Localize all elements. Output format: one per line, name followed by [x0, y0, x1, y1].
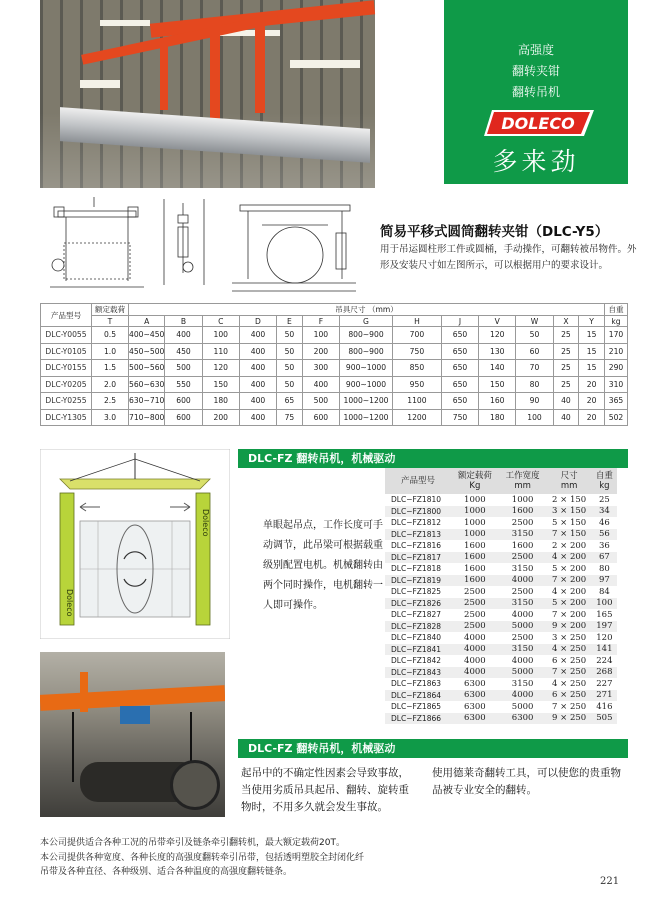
table-cell: 2 × 150	[552, 494, 587, 505]
table-cell: 271	[592, 690, 617, 702]
table-cell: 7 × 250	[552, 701, 587, 712]
table-cell: 20	[579, 393, 605, 410]
table-cell: 1000~1200	[340, 393, 393, 410]
t1-col-B: B	[165, 316, 202, 327]
table-cell: 505	[592, 713, 617, 725]
table-cell: 2500	[511, 632, 534, 643]
table-cell: 34	[592, 506, 617, 518]
brand-name-cn: 多来劲	[492, 147, 580, 176]
table-cell: 170	[605, 327, 628, 344]
t2-header-weight: 自重 kg	[592, 468, 617, 494]
table-cell: 25	[553, 343, 579, 360]
table-cell: 50	[277, 360, 303, 377]
section3-title-bar: DLC-FZ 翻转吊机，机械驱动	[238, 739, 628, 758]
table-cell: 400	[239, 360, 276, 377]
table-cell: 900~1000	[340, 360, 393, 377]
table-cell: 100	[202, 327, 239, 344]
table-cell: 650	[441, 343, 478, 360]
table-cell: 600	[302, 409, 339, 426]
logo-text: DOLECO	[501, 114, 575, 133]
dlc-y-spec-table	[40, 303, 628, 426]
table-cell: 4 × 250	[546, 644, 591, 656]
table-row	[385, 517, 617, 529]
table-cell: 100	[302, 327, 339, 344]
table-row	[385, 575, 617, 587]
table-cell: 3150	[511, 563, 534, 574]
table-row	[385, 506, 617, 518]
table-cell: 3150	[499, 529, 547, 541]
table-cell: 40	[553, 409, 579, 426]
table-cell: 450~500	[129, 343, 165, 360]
doleco-logo	[478, 106, 596, 140]
table-cell: 100	[516, 409, 553, 426]
model-cell: DLC-Y0155	[41, 360, 92, 377]
table-cell: 400	[165, 327, 202, 344]
table-cell: 50	[277, 343, 303, 360]
t1-header-dims: 吊具尺寸 （mm）	[129, 304, 605, 316]
table-cell: 15	[579, 360, 605, 377]
model-cell: DLC−FZ1865	[391, 702, 442, 712]
table-cell: 750	[393, 343, 442, 360]
table-cell: 2 × 200	[552, 540, 587, 551]
t2-header-size: 尺寸 mm	[546, 468, 591, 494]
table-cell: 3150	[511, 678, 534, 689]
model-cell: DLC-Y0105	[41, 343, 92, 360]
t1-col-W: W	[516, 316, 553, 327]
table-cell: 710~800	[129, 409, 165, 426]
table-row	[385, 667, 617, 679]
table-cell: 4000	[511, 609, 534, 620]
section3-right-text: 使用德莱奇翻转工具，可以使您的贵重物品被专业安全的翻转。	[432, 767, 621, 796]
t1-col-A: A	[129, 316, 165, 327]
footer-line-1: 本公司提供适合各种工况的吊带牵引及链条牵引翻转机，最大额定载荷20T。	[40, 838, 345, 848]
table-cell: 1000	[464, 517, 486, 528]
table-cell: 400~450	[129, 327, 165, 344]
table-cell: 210	[605, 343, 628, 360]
table-cell: 60	[516, 343, 553, 360]
table-cell: 56	[592, 529, 617, 541]
brand-panel	[444, 0, 628, 184]
table-cell: 4000	[451, 644, 499, 656]
table-cell: 40	[553, 393, 579, 410]
table-cell: 500~560	[129, 360, 165, 377]
table-cell: 400	[239, 343, 276, 360]
brand-line-3: 翻转吊机	[511, 85, 560, 99]
table-cell: 560~630	[129, 376, 165, 393]
table-cell: 5000	[499, 621, 547, 633]
table-cell: 1600	[451, 575, 499, 587]
table-cell: 1200	[393, 409, 442, 426]
table-row	[385, 655, 617, 667]
table-cell: 7 × 150	[546, 529, 591, 541]
t1-col-Y: Y	[579, 316, 605, 327]
table-row	[385, 563, 617, 575]
table-cell: 100	[592, 598, 617, 610]
table-cell: 120	[596, 632, 613, 643]
model-cell: DLC−FZ1841	[385, 644, 451, 656]
rotator-frame-illustration	[40, 449, 230, 639]
table-row	[385, 701, 617, 713]
table-cell: 268	[592, 667, 617, 679]
table-cell: 2500	[511, 517, 534, 528]
section2-description: 单眼起吊点，工作长度可手动调节，此吊梁可根据载重级别配置电机。机械翻转由两个同时操作，电机翻转一人即可操作。	[263, 520, 383, 611]
table-cell: 90	[516, 393, 553, 410]
table-cell: 140	[479, 360, 516, 377]
table-cell: 160	[479, 393, 516, 410]
table-row	[385, 678, 617, 690]
table-cell: 310	[605, 376, 628, 393]
table-cell: 7 × 200	[552, 609, 587, 620]
table-cell: 950	[393, 376, 442, 393]
table-cell: 800~900	[340, 327, 393, 344]
table-cell: 500	[165, 360, 202, 377]
table-cell: 50	[277, 376, 303, 393]
clamp-technical-drawing	[44, 193, 362, 303]
t2-header-model: 产品型号	[385, 468, 451, 494]
table-cell: 50	[516, 327, 553, 344]
table-cell: 850	[393, 360, 442, 377]
table-cell: 224	[596, 655, 613, 666]
table-cell: 1600	[451, 552, 499, 564]
flip-crane-photo	[40, 652, 225, 817]
table-cell: 5 × 200	[552, 563, 587, 574]
table-cell: 46	[598, 517, 610, 528]
t1-header-weight-unit: kg	[605, 316, 628, 327]
model-cell: DLC−FZ1810	[391, 495, 442, 505]
t1-header-capacity-unit: T	[92, 316, 129, 327]
table-cell: 400	[239, 409, 276, 426]
table-cell: 200	[202, 409, 239, 426]
table-cell: 1.5	[92, 360, 129, 377]
table-cell: 6300	[499, 713, 547, 725]
t2-width-unit: mm	[514, 481, 531, 491]
model-cell: DLC−FZ1828	[385, 621, 451, 633]
table-cell: 120	[479, 327, 516, 344]
model-cell: DLC−FZ1816	[391, 541, 442, 551]
model-cell: DLC−FZ1826	[385, 598, 451, 610]
table-cell: 4000	[511, 655, 534, 666]
table-cell: 500	[302, 393, 339, 410]
table-cell: 15	[579, 343, 605, 360]
model-cell: DLC−FZ1813	[385, 529, 451, 541]
table-cell: 2500	[464, 609, 486, 620]
model-cell: DLC−FZ1819	[385, 575, 451, 587]
brand-line-2: 翻转夹钳	[511, 64, 560, 78]
section2-title-bar: DLC-FZ 翻转吊机，机械驱动	[238, 449, 628, 468]
table-cell: 120	[202, 360, 239, 377]
table-cell: 25	[553, 360, 579, 377]
t2-header-width: 工作宽度 mm	[499, 468, 547, 494]
table-cell: 50	[277, 327, 303, 344]
table-cell: 750	[441, 409, 478, 426]
table-cell: 2500	[451, 621, 499, 633]
table-cell: 400	[239, 376, 276, 393]
footer-notes	[40, 836, 370, 880]
brand-line-1: 高强度	[517, 43, 554, 57]
table-cell: 75	[277, 409, 303, 426]
table-cell: 1000~1200	[340, 409, 393, 426]
table-cell: 400	[302, 376, 339, 393]
model-cell: DLC−FZ1843	[385, 667, 451, 679]
t1-col-G: G	[340, 316, 393, 327]
t1-col-H: H	[393, 316, 442, 327]
table-cell: 2.0	[92, 376, 129, 393]
table-row	[385, 540, 617, 552]
table-cell: 1100	[393, 393, 442, 410]
table-cell: 1000	[464, 494, 486, 505]
table-cell: 400	[239, 393, 276, 410]
table-cell: 5 × 150	[552, 517, 587, 528]
table-cell: 4000	[499, 575, 547, 587]
table-cell: 80	[598, 563, 610, 574]
t2-header-capacity: 额定载荷 Kg	[451, 468, 499, 494]
model-cell: DLC−FZ1863	[391, 679, 442, 689]
table-cell: 130	[479, 343, 516, 360]
table-cell: 416	[596, 701, 613, 712]
table-row	[385, 632, 617, 644]
table-cell: 2500	[451, 598, 499, 610]
table-cell: 141	[592, 644, 617, 656]
table-cell: 650	[441, 376, 478, 393]
table-cell: 450	[165, 343, 202, 360]
table-cell: 3 × 150	[546, 506, 591, 518]
table-row	[385, 552, 617, 564]
table-cell: 4000	[464, 655, 486, 666]
t1-header-model: 产品型号	[41, 304, 92, 327]
table-cell: 365	[605, 393, 628, 410]
footer-line-2: 本公司提供各种宽度、各种长度的高强度翻转牵引吊带，包括透明塑胶全封闭化纤吊带及各种直径、各种级别、适合各种温度的高强度翻转链条。	[40, 852, 365, 877]
table-cell: 25	[553, 327, 579, 344]
t2-weight-unit: kg	[599, 481, 610, 491]
model-cell: DLC−FZ1842	[391, 656, 442, 666]
section3-left-text: 起吊中的不确定性因素会导致事故，当使用劣质吊具起吊、翻转、旋转重物时，不用多久就会发生事故。	[241, 767, 409, 813]
table-cell: 1600	[499, 506, 547, 518]
t2-capacity-unit: Kg	[469, 481, 481, 491]
table-cell: 2500	[511, 586, 534, 597]
model-cell: DLC−FZ1825	[391, 587, 442, 597]
page-number: 221	[600, 876, 620, 887]
table-cell: 3150	[499, 644, 547, 656]
t2-size-unit: mm	[560, 481, 578, 491]
table-row	[41, 343, 628, 360]
table-cell: 25	[553, 376, 579, 393]
table-cell: 400	[239, 327, 276, 344]
table-cell: 20	[579, 409, 605, 426]
model-cell: DLC-Y0205	[41, 376, 92, 393]
table-cell: 36	[598, 540, 610, 551]
table-cell: 1600	[464, 563, 486, 574]
model-cell: DLC−FZ1866	[385, 713, 451, 725]
table-cell: 227	[596, 678, 613, 689]
table-cell: 150	[479, 376, 516, 393]
table-cell: 4 × 200	[546, 552, 591, 564]
table-cell: 20	[579, 376, 605, 393]
t1-header-weight: 自重	[605, 304, 628, 316]
table-cell: 1600	[464, 540, 486, 551]
t1-header-capacity: 额定载荷	[92, 304, 129, 316]
table-cell: 6 × 250	[552, 655, 587, 666]
table-cell: 65	[277, 393, 303, 410]
model-cell: DLC−FZ1840	[391, 633, 442, 643]
model-cell: DLC−FZ1827	[391, 610, 442, 620]
table-cell: 6300	[451, 690, 499, 702]
table-cell: 110	[202, 343, 239, 360]
table-cell: 9 × 200	[546, 621, 591, 633]
model-cell: DLC-Y0255	[41, 393, 92, 410]
table-cell: 3 × 250	[552, 632, 587, 643]
table-cell: 180	[202, 393, 239, 410]
table-cell: 1000	[451, 506, 499, 518]
model-cell: DLC−FZ1812	[391, 518, 442, 528]
table-cell: 1000	[451, 529, 499, 541]
table-cell: 2500	[464, 586, 486, 597]
table-row	[385, 713, 617, 725]
table-row	[385, 586, 617, 598]
table-cell: 15	[579, 327, 605, 344]
table-row	[41, 360, 628, 377]
t1-col-X: X	[553, 316, 579, 327]
table-row	[41, 393, 628, 410]
model-cell: DLC−FZ1864	[385, 690, 451, 702]
table-row	[385, 690, 617, 702]
model-cell: DLC−FZ1818	[391, 564, 442, 574]
table-cell: 6300	[451, 713, 499, 725]
table-cell: 7 × 250	[546, 667, 591, 679]
model-cell: DLC−FZ1800	[385, 506, 451, 518]
table-cell: 1.0	[92, 343, 129, 360]
table-cell: 600	[165, 393, 202, 410]
table-cell: 650	[441, 327, 478, 344]
t1-col-E: E	[277, 316, 303, 327]
table-cell: 550	[165, 376, 202, 393]
table-cell: 650	[441, 360, 478, 377]
section1-description: 用于吊运圆柱形工件或圆桶，手动操作，可翻转被吊物件。外形及安装尺寸如左图所示，可以根据用户的要求设计。	[380, 244, 637, 271]
table-cell: 2.5	[92, 393, 129, 410]
dlc-fz-spec-table	[385, 468, 617, 724]
table-cell: 80	[516, 376, 553, 393]
table-cell: 5 × 200	[546, 598, 591, 610]
t1-col-D: D	[239, 316, 276, 327]
table-cell: 4000	[499, 690, 547, 702]
crane-photo	[40, 0, 375, 188]
table-row	[385, 644, 617, 656]
table-cell: 4 × 200	[552, 586, 587, 597]
table-cell: 4000	[464, 632, 486, 643]
table-cell: 300	[302, 360, 339, 377]
table-cell: 4000	[451, 667, 499, 679]
table-cell: 5000	[511, 701, 534, 712]
table-cell: 3150	[499, 598, 547, 610]
table-cell: 97	[592, 575, 617, 587]
table-cell: 2500	[499, 552, 547, 564]
table-row	[385, 529, 617, 541]
section1-title: 简易平移式圆筒翻转夹钳（DLC-Y5）	[380, 224, 609, 240]
table-cell: 0.5	[92, 327, 129, 344]
frame-label-right: Doleco	[201, 509, 210, 537]
table-cell: 84	[598, 586, 610, 597]
model-cell: DLC−FZ1817	[385, 552, 451, 564]
table-cell: 4 × 250	[552, 678, 587, 689]
table-cell: 150	[202, 376, 239, 393]
table-cell: 67	[592, 552, 617, 564]
table-cell: 290	[605, 360, 628, 377]
t1-col-V: V	[479, 316, 516, 327]
table-cell: 1600	[511, 540, 534, 551]
table-cell: 600	[165, 409, 202, 426]
t1-col-J: J	[441, 316, 478, 327]
table-cell: 650	[441, 393, 478, 410]
table-row	[385, 621, 617, 633]
table-cell: 6300	[464, 701, 486, 712]
table-cell: 200	[302, 343, 339, 360]
table-cell: 800~900	[340, 343, 393, 360]
table-row	[41, 409, 628, 426]
table-cell: 700	[393, 327, 442, 344]
frame-label-left: Doleco	[65, 589, 74, 617]
table-cell: 502	[605, 409, 628, 426]
model-cell: DLC-Y0055	[41, 327, 92, 344]
t1-col-C: C	[202, 316, 239, 327]
table-cell: 6300	[464, 678, 486, 689]
table-cell: 9 × 250	[546, 713, 591, 725]
table-cell: 70	[516, 360, 553, 377]
table-cell: 900~1000	[340, 376, 393, 393]
table-cell: 1000	[511, 494, 534, 505]
table-cell: 3.0	[92, 409, 129, 426]
model-cell: DLC-Y1305	[41, 409, 92, 426]
table-cell: 7 × 200	[546, 575, 591, 587]
table-row	[41, 376, 628, 393]
table-cell: 5000	[499, 667, 547, 679]
table-cell: 25	[598, 494, 610, 505]
table-cell: 165	[596, 609, 613, 620]
table-row	[385, 598, 617, 610]
table-row	[385, 609, 617, 621]
table-cell: 630~710	[129, 393, 165, 410]
table-cell: 197	[592, 621, 617, 633]
t1-col-F: F	[302, 316, 339, 327]
table-row	[41, 327, 628, 344]
table-cell: 6 × 250	[546, 690, 591, 702]
table-cell: 180	[479, 409, 516, 426]
table-row	[385, 494, 617, 506]
